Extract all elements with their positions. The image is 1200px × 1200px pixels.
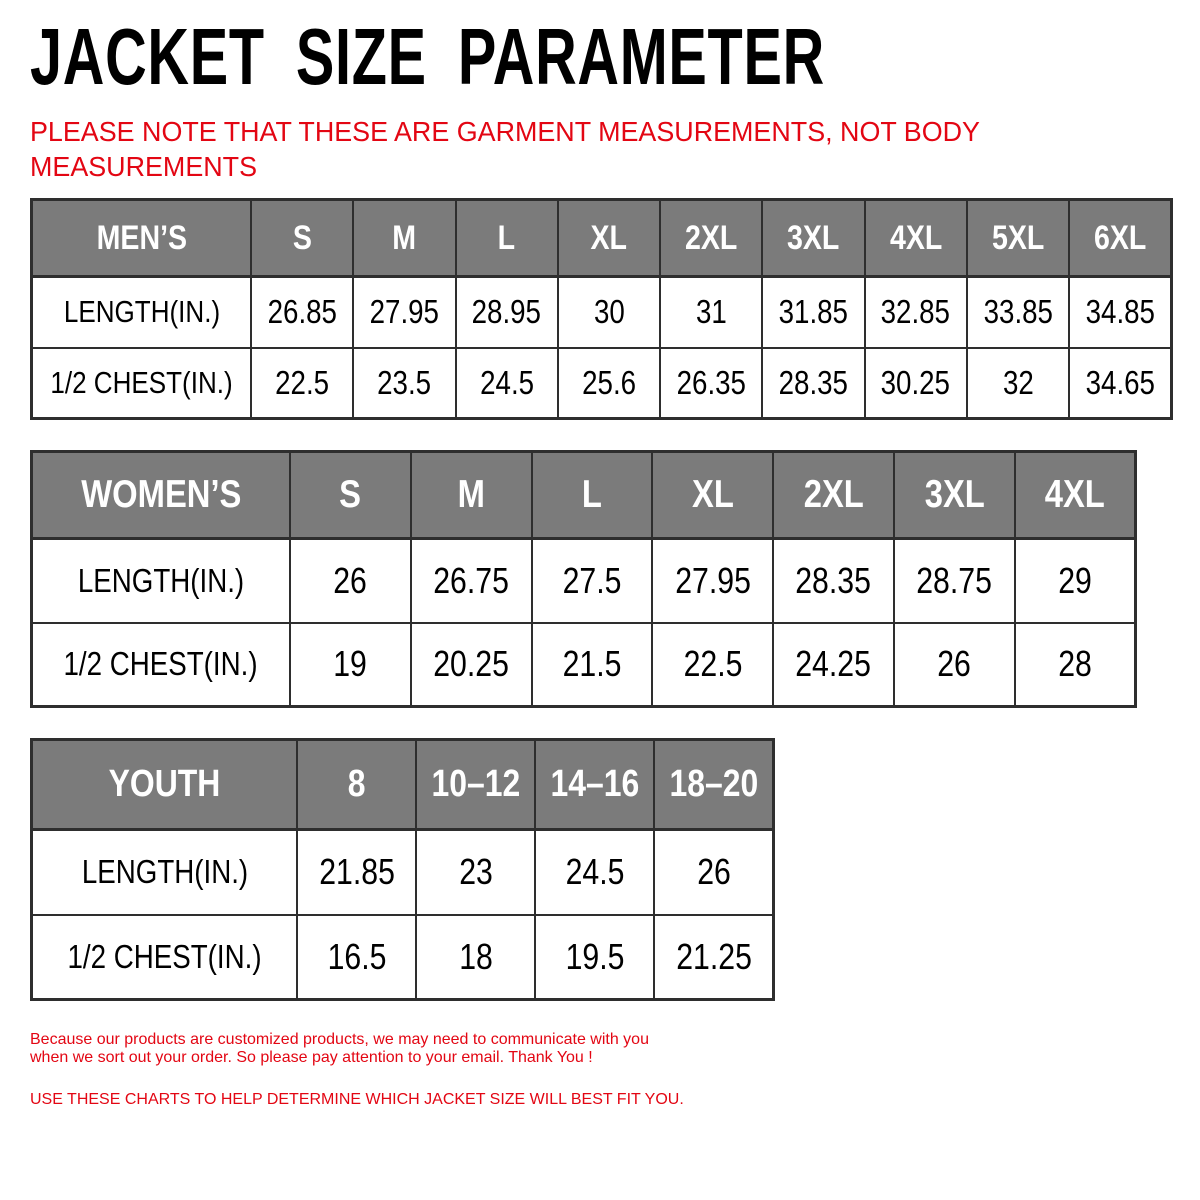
womens-value-cell (652, 539, 773, 623)
mens-row-label-text: 1/2 CHEST(IN.) (50, 364, 233, 400)
youth-value-cell (654, 830, 773, 915)
womens-value-cell (773, 539, 894, 623)
mens-size-header (660, 200, 762, 277)
womens-size-header (894, 452, 1015, 539)
chart-usage-note-line: USE THESE CHARTS TO HELP DETERMINE WHICH JACKET SIZE WILL BEST FIT YOU. (30, 1091, 684, 1108)
mens-value-cell-text: 28.35 (778, 363, 849, 401)
womens-value-cell-text: 24.25 (795, 643, 872, 685)
mens-size-header (967, 200, 1069, 277)
womens-value-cell (290, 623, 411, 707)
youth-value-cell-text: 16.5 (327, 935, 386, 977)
womens-size-header-text: L (581, 473, 602, 516)
youth-value-cell-text: 18 (458, 935, 493, 977)
mens-value-cell-text: 31.85 (778, 293, 849, 331)
womens-value-cell-text: 19 (333, 643, 368, 685)
womens-size-header (411, 452, 532, 539)
youth-size-header-text: 18–20 (669, 763, 759, 805)
mens-value-cell (251, 348, 353, 419)
mens-table-title-text: MEN’S (96, 218, 187, 257)
womens-value-cell (532, 623, 653, 707)
womens-value-cell (652, 623, 773, 707)
youth-size-header (654, 740, 773, 830)
youth-value-cell (654, 915, 773, 1000)
footer-notes (30, 1031, 1200, 1109)
mens-size-header-text: 4XL (889, 218, 942, 257)
mens-table-title (32, 200, 252, 277)
mens-value-cell (1069, 348, 1171, 419)
mens-size-header-text: 3XL (787, 218, 840, 257)
womens-row-label-text: LENGTH(IN.) (77, 561, 245, 599)
mens-size-header-text: M (392, 218, 417, 257)
mens-value-cell (762, 348, 864, 419)
womens-value-cell-text: 27.5 (562, 559, 622, 601)
youth-size-header-text: 10–12 (431, 763, 521, 805)
mens-size-header (1069, 200, 1171, 277)
mens-row-label (32, 348, 252, 419)
womens-value-cell (894, 539, 1015, 623)
mens-value-cell-text: 22.5 (275, 363, 330, 401)
youth-row-label (32, 830, 298, 915)
womens-data-row (32, 539, 1136, 623)
womens-size-table (30, 450, 1137, 708)
mens-value-cell (967, 348, 1069, 419)
mens-size-header (762, 200, 864, 277)
womens-size-header (290, 452, 411, 539)
mens-value-cell-text: 23.5 (377, 363, 432, 401)
mens-size-header (353, 200, 455, 277)
womens-value-cell (773, 623, 894, 707)
youth-value-cell-text: 24.5 (565, 851, 625, 893)
womens-header-row (32, 452, 1136, 539)
youth-size-header (535, 740, 654, 830)
youth-value-cell-text: 23 (458, 851, 493, 893)
mens-value-cell-text: 26.35 (676, 363, 746, 401)
mens-value-cell (865, 348, 967, 419)
womens-value-cell (1015, 539, 1136, 623)
mens-row-label (32, 277, 252, 348)
mens-value-cell-text: 26.85 (267, 293, 337, 331)
womens-value-cell-text: 22.5 (683, 643, 743, 685)
womens-row-label-text: 1/2 CHEST(IN.) (63, 645, 259, 683)
womens-value-cell (290, 539, 411, 623)
mens-value-cell (251, 277, 353, 348)
mens-value-cell (762, 277, 864, 348)
youth-size-header-text: 8 (347, 763, 366, 805)
womens-value-cell-text: 29 (1058, 559, 1092, 601)
womens-size-header-text: 4XL (1044, 473, 1105, 516)
youth-data-row (32, 915, 774, 1000)
youth-row-label (32, 915, 298, 1000)
mens-value-cell-text: 30.25 (881, 363, 951, 401)
page-title: JACKET SIZE PARAMETER (30, 12, 825, 101)
womens-value-cell-text: 21.5 (562, 643, 622, 685)
womens-value-cell-text: 28 (1058, 643, 1092, 685)
youth-data-row (32, 830, 774, 915)
womens-value-cell (1015, 623, 1136, 707)
youth-value-cell (416, 915, 535, 1000)
mens-size-header (456, 200, 558, 277)
jacket-size-chart-page (0, 12, 1200, 1200)
womens-size-header (1015, 452, 1136, 539)
mens-size-header (865, 200, 967, 277)
womens-size-header-text: M (457, 473, 485, 516)
mens-value-cell (456, 277, 558, 348)
youth-size-header-text: 14–16 (550, 763, 640, 805)
mens-size-header-text: S (292, 218, 312, 257)
mens-value-cell-text: 30 (593, 293, 625, 331)
womens-table-title (32, 452, 291, 539)
youth-table-title-text: YOUTH (108, 763, 221, 805)
youth-value-cell-text: 21.85 (318, 851, 395, 893)
mens-value-cell-text: 24.5 (479, 363, 534, 401)
mens-value-cell-text: 34.65 (1085, 363, 1155, 401)
youth-value-cell (416, 830, 535, 915)
garment-measurement-note-line1: PLEASE NOTE THAT THESE ARE GARMENT MEASUREMENTS, NOT BODY (30, 116, 980, 147)
mens-value-cell-text: 34.85 (1085, 293, 1155, 331)
womens-row-label (32, 539, 291, 623)
mens-value-cell (558, 277, 660, 348)
youth-size-header (416, 740, 535, 830)
mens-value-cell (660, 348, 762, 419)
womens-value-cell-text: 20.25 (433, 643, 510, 685)
mens-value-cell (558, 348, 660, 419)
mens-value-cell-text: 32 (1002, 363, 1034, 401)
womens-value-cell-text: 26.75 (433, 559, 510, 601)
mens-value-cell-text: 28.95 (471, 293, 542, 331)
womens-size-header-text: S (339, 473, 362, 516)
mens-value-cell (353, 348, 455, 419)
womens-value-cell (894, 623, 1015, 707)
womens-value-cell (532, 539, 653, 623)
mens-size-header (558, 200, 660, 277)
youth-table-title (32, 740, 298, 830)
womens-data-row (32, 623, 1136, 707)
youth-value-cell (535, 830, 654, 915)
youth-size-header (297, 740, 416, 830)
mens-data-row (32, 277, 1172, 348)
womens-value-cell (411, 623, 532, 707)
youth-row-label-text: 1/2 CHEST(IN.) (67, 937, 262, 975)
youth-value-cell (297, 915, 416, 1000)
mens-size-header-text: L (497, 218, 516, 257)
mens-value-cell (865, 277, 967, 348)
mens-value-cell-text: 32.85 (881, 293, 951, 331)
mens-data-row (32, 348, 1172, 419)
garment-measurement-note-line2: MEASUREMENTS (30, 151, 258, 182)
mens-size-header-text: XL (590, 218, 628, 257)
youth-value-cell-text: 21.25 (675, 935, 752, 977)
womens-row-label (32, 623, 291, 707)
womens-size-header (652, 452, 773, 539)
customization-notice-line1: Because our products are customized products, we may need to communicate with you (30, 1031, 649, 1048)
youth-value-cell (297, 830, 416, 915)
womens-value-cell-text: 26 (333, 559, 368, 601)
mens-value-cell (1069, 277, 1171, 348)
youth-value-cell-text: 26 (696, 851, 731, 893)
mens-size-header-text: 2XL (685, 218, 738, 257)
womens-size-header-text: 2XL (803, 473, 864, 516)
mens-value-cell (967, 277, 1069, 348)
womens-size-header (773, 452, 894, 539)
mens-value-cell-text: 31 (695, 293, 727, 331)
womens-size-header-text: XL (691, 473, 734, 516)
mens-value-cell-text: 25.6 (581, 363, 636, 401)
womens-value-cell-text: 27.95 (674, 559, 751, 601)
womens-table-title-text: WOMEN’S (80, 473, 242, 516)
youth-value-cell (535, 915, 654, 1000)
womens-value-cell (411, 539, 532, 623)
womens-size-header (532, 452, 653, 539)
womens-size-header-text: 3XL (924, 473, 985, 516)
mens-value-cell-text: 27.95 (369, 293, 440, 331)
mens-size-table (30, 198, 1173, 420)
youth-header-row (32, 740, 774, 830)
womens-value-cell-text: 28.75 (916, 559, 993, 601)
mens-size-header (251, 200, 353, 277)
mens-header-row (32, 200, 1172, 277)
mens-value-cell (456, 348, 558, 419)
womens-value-cell-text: 28.35 (795, 559, 872, 601)
mens-row-label-text: LENGTH(IN.) (63, 294, 220, 330)
mens-size-header-text: 6XL (1093, 218, 1147, 257)
mens-value-cell (353, 277, 455, 348)
mens-value-cell-text: 33.85 (983, 293, 1053, 331)
youth-value-cell-text: 19.5 (565, 935, 625, 977)
mens-size-header-text: 5XL (991, 218, 1045, 257)
youth-row-label-text: LENGTH(IN.) (81, 853, 248, 891)
garment-measurement-note (30, 114, 1200, 184)
womens-value-cell-text: 26 (937, 643, 972, 685)
mens-value-cell (660, 277, 762, 348)
youth-size-table (30, 738, 775, 1001)
customization-notice-line2: when we sort out your order. So please pay attention to your email. Thank You ! (30, 1049, 593, 1066)
